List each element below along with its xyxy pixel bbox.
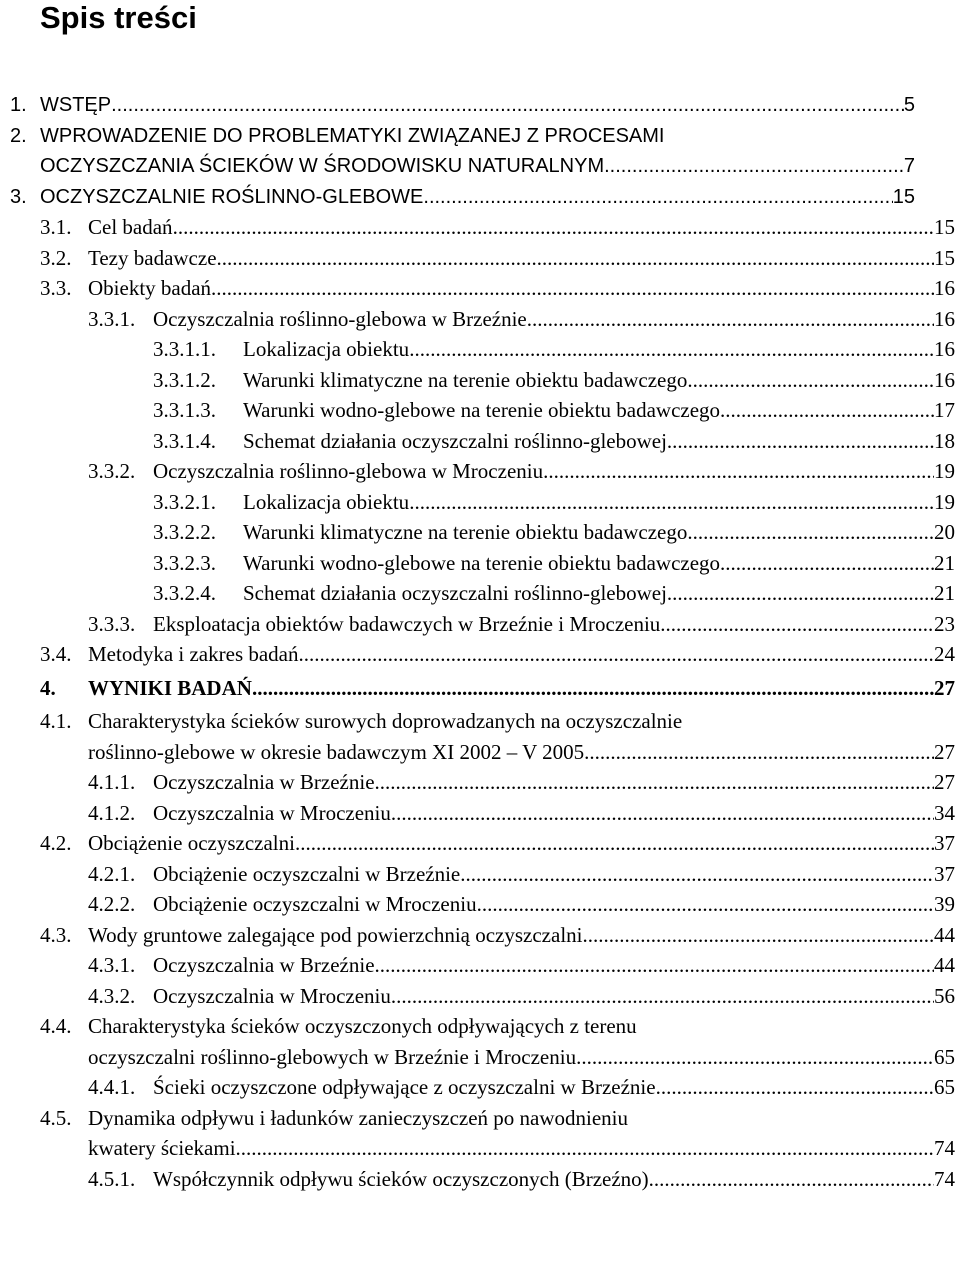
toc-entry[interactable] (0, 828, 960, 859)
toc-entry[interactable] (0, 1164, 960, 1195)
toc-entry-title: Obciążenie oczyszczalni (88, 831, 295, 855)
toc-entry-page-number: 27 (934, 675, 955, 700)
table-of-contents (0, 90, 960, 1194)
toc-entry-title: Oczyszczalnia roślinno-glebowa w Brzeźnie (153, 306, 527, 331)
toc-entry-title: WPROWADZENIE DO PROBLEMATYKI ZWIĄZANEJ Z PROCESAMI (40, 124, 665, 147)
toc-entry[interactable] (0, 273, 960, 304)
toc-entry[interactable] (0, 243, 960, 274)
dot-leader (252, 673, 934, 704)
toc-entry-page-number: 24 (934, 642, 955, 666)
dot-leader (649, 1164, 934, 1195)
dot-leader (217, 243, 934, 274)
toc-entry-number: 3.3.1. (88, 306, 136, 331)
toc-entry-title: OCZYSZCZANIA ŚCIEKÓW W ŚRODOWISKU NATURALNYM (40, 155, 605, 177)
toc-entry-title: kwatery ściekami (88, 1136, 236, 1160)
dot-leader (576, 1042, 934, 1073)
toc-entry-number: 3.3.2.3. (153, 550, 216, 575)
toc-entry-title: Warunki klimatyczne na terenie obiektu badawczego (243, 367, 688, 392)
toc-entry-number: 3. (10, 185, 27, 208)
toc-entry[interactable] (0, 673, 960, 704)
toc-entry-title: Warunki klimatyczne na terenie obiektu badawczego (243, 520, 688, 544)
toc-entry-number: 3.3.1.3. (153, 398, 216, 422)
toc-entry-title: Warunki wodno-glebowe na terenie obiektu badawczego (243, 398, 721, 422)
toc-entry[interactable] (0, 426, 960, 457)
toc-entry-page-number: 19 (934, 489, 955, 514)
toc-entry-page-number: 44 (934, 953, 955, 977)
toc-entry-number: 2. (10, 124, 27, 147)
toc-entry-title: roślinno-glebowe w okresie badawczym XI 2002 – V 2005 (88, 739, 585, 764)
toc-entry[interactable] (0, 920, 960, 951)
toc-entry-page-number: 16 (934, 306, 955, 331)
toc-entry-page-number: 27 (934, 770, 955, 794)
toc-entry-title: OCZYSZCZALNIE ROŚLINNO-GLEBOWE (40, 185, 424, 208)
toc-entry[interactable] (0, 889, 960, 920)
toc-entry[interactable] (0, 212, 960, 243)
toc-entry[interactable] (0, 737, 960, 768)
dot-leader (460, 859, 934, 890)
toc-entry-number: 4. (40, 675, 56, 700)
toc-entry-number: 3.4. (40, 642, 72, 666)
dot-leader (687, 517, 934, 548)
toc-entry-page-number: 16 (934, 276, 955, 300)
toc-entry-title: Tezy badawcze (88, 245, 217, 270)
toc-entry-title: Obiekty badań (88, 276, 212, 300)
toc-entry[interactable] (0, 304, 960, 335)
toc-entry-page-number: 16 (934, 367, 955, 392)
toc-entry-title: Ścieki oczyszczone odpływające z oczyszczalni w Brzeźnie (153, 1075, 656, 1099)
toc-entry-number: 3.3.1.4. (153, 428, 216, 453)
toc-entry-page-number: 37 (934, 831, 955, 855)
toc-entry-page-number: 39 (934, 892, 955, 916)
toc-entry-number: 4.5. (40, 1105, 72, 1130)
toc-entry[interactable] (0, 1133, 960, 1164)
toc-entry-number: 3.3.2.1. (153, 489, 216, 514)
dot-leader (720, 548, 934, 579)
toc-entry-title: Lokalizacja obiektu (243, 489, 410, 514)
toc-entry[interactable] (0, 121, 960, 152)
dot-leader (299, 639, 934, 670)
dot-leader (375, 767, 934, 798)
toc-entry-page-number: 37 (934, 861, 955, 886)
dot-leader (375, 950, 934, 981)
toc-entry-title: Oczyszczalnia roślinno-glebowa w Mroczeniu (153, 459, 544, 483)
toc-entry[interactable] (0, 395, 960, 426)
toc-entry-page-number: 21 (934, 581, 955, 605)
toc-entry[interactable] (0, 578, 960, 609)
toc-entry[interactable] (0, 334, 960, 365)
toc-entry-number: 4.4. (40, 1014, 72, 1038)
toc-entry-title: Metodyka i zakres badań (88, 642, 299, 666)
toc-entry-title: Charakterystyka ścieków surowych doprowadzanych na oczyszczalnie (88, 709, 683, 733)
toc-entry[interactable] (0, 1011, 960, 1042)
toc-entry[interactable] (0, 456, 960, 487)
dot-leader (173, 212, 934, 243)
toc-entry-page-number: 17 (934, 398, 955, 422)
page-title: Spis treści (40, 0, 197, 35)
toc-entry-page-number: 74 (934, 1136, 955, 1160)
toc-entry-page-number: 5 (903, 94, 915, 116)
dot-leader (111, 90, 904, 121)
toc-entry-title: Oczyszczalnia w Brzeźnie (153, 770, 375, 794)
toc-entry-number: 1. (10, 94, 27, 116)
toc-entry-page-number: 21 (934, 550, 955, 575)
toc-entry-title: Warunki wodno-glebowe na terenie obiektu badawczego (243, 550, 721, 575)
toc-entry-number: 3.3.1.2. (153, 367, 216, 392)
toc-entry-page-number: 16 (934, 337, 955, 361)
toc-entry-title: Oczyszczalnia w Mroczeniu (153, 800, 391, 825)
dot-leader (583, 920, 935, 951)
toc-entry[interactable] (0, 706, 960, 737)
toc-entry-page-number: 15 (934, 245, 955, 270)
toc-entry-title: Lokalizacja obiektu (243, 337, 410, 361)
toc-entry-number: 4.3.1. (88, 953, 136, 977)
toc-entry-page-number: 20 (934, 520, 955, 544)
toc-entry-title: Wody gruntowe zalegające pod powierzchnią oczyszczalni (88, 922, 583, 947)
toc-entry-page-number: 65 (934, 1044, 955, 1069)
dot-leader (477, 889, 934, 920)
toc-entry-page-number: 15 (892, 185, 915, 208)
toc-entry-number: 3.3.2.4. (153, 581, 216, 605)
toc-entry[interactable] (0, 798, 960, 829)
dot-leader (527, 304, 934, 335)
dot-leader (604, 151, 904, 182)
toc-entry[interactable] (0, 548, 960, 579)
dot-leader (720, 395, 934, 426)
dot-leader (295, 828, 934, 859)
toc-entry-number: 4.1.1. (88, 770, 136, 794)
toc-entry-number: 3.3.2.2. (153, 520, 216, 544)
toc-entry-title: Eksploatacja obiektów badawczych w Brzeźnie i Mroczeniu (153, 611, 661, 636)
toc-entry-page-number: 56 (934, 983, 955, 1008)
toc-entry[interactable] (0, 950, 960, 981)
toc-entry-number: 4.4.1. (88, 1075, 136, 1099)
toc-entry-title: Schemat działania oczyszczalni roślinno-glebowej (243, 581, 667, 605)
toc-entry-number: 4.1.2. (88, 800, 136, 825)
dot-leader (687, 365, 934, 396)
toc-entry-title: Schemat działania oczyszczalni roślinno-glebowej (243, 428, 667, 453)
toc-entry-title: Charakterystyka ścieków oczyszczonych odpływających z terenu (88, 1014, 637, 1038)
toc-entry[interactable] (0, 90, 960, 121)
toc-entry-number: 3.3. (40, 276, 72, 300)
dot-leader (543, 456, 934, 487)
toc-entry-title: Oczyszczalnia w Mroczeniu (153, 983, 391, 1008)
toc-entry-page-number: 65 (934, 1075, 955, 1099)
toc-entry-page-number: 23 (934, 611, 955, 636)
toc-entry-number: 4.5.1. (88, 1166, 136, 1191)
toc-entry[interactable] (0, 1042, 960, 1073)
toc-entry[interactable] (0, 981, 960, 1012)
toc-entry-number: 4.2.2. (88, 892, 136, 916)
dot-leader (236, 1133, 934, 1164)
dot-leader (211, 273, 934, 304)
toc-entry-number: 3.3.3. (88, 611, 136, 636)
toc-entry[interactable] (0, 609, 960, 640)
toc-entry-title: Dynamika odpływu i ładunków zanieczyszczeń po nawodnieniu (88, 1105, 629, 1130)
toc-entry-page-number: 19 (934, 459, 955, 483)
dot-leader (656, 1072, 934, 1103)
toc-entry-number: 4.3.2. (88, 983, 136, 1008)
toc-entry-page-number: 27 (934, 739, 955, 764)
toc-entry-title: Cel badań (88, 215, 173, 239)
toc-entry-page-number: 44 (934, 922, 955, 947)
toc-entry-page-number: 7 (903, 155, 915, 177)
toc-entry[interactable] (0, 365, 960, 396)
dot-leader (423, 182, 892, 213)
toc-entry-number: 4.3. (40, 922, 72, 947)
toc-entry-page-number: 74 (934, 1166, 955, 1191)
toc-entry-number: 4.2. (40, 831, 72, 855)
dot-leader (409, 334, 934, 365)
toc-entry[interactable] (0, 639, 960, 670)
dot-leader (667, 426, 934, 457)
dot-leader (391, 981, 934, 1012)
toc-entry-title: WYNIKI BADAŃ (88, 675, 252, 700)
dot-leader (660, 609, 934, 640)
toc-entry-number: 3.3.2. (88, 459, 136, 483)
toc-entry-number: 3.3.1.1. (153, 337, 216, 361)
toc-entry-number: 3.2. (40, 245, 72, 270)
toc-entry-number: 4.2.1. (88, 861, 136, 886)
toc-entry[interactable] (0, 767, 960, 798)
toc-entry[interactable] (0, 517, 960, 548)
toc-entry-page-number: 15 (934, 215, 955, 239)
toc-entry-title: WSTĘP (40, 94, 112, 116)
toc-entry[interactable] (0, 182, 960, 213)
toc-entry-title: Oczyszczalnia w Brzeźnie (153, 953, 375, 977)
toc-entry-number: 3.1. (40, 215, 72, 239)
toc-entry[interactable] (0, 151, 960, 182)
toc-entry-page-number: 34 (934, 800, 955, 825)
dot-leader (584, 737, 934, 768)
toc-entry-title: Współczynnik odpływu ścieków oczyszczonych (Brzeźno) (153, 1166, 649, 1191)
dot-leader (409, 487, 934, 518)
toc-entry[interactable] (0, 487, 960, 518)
toc-entry[interactable] (0, 859, 960, 890)
toc-entry-title: oczyszczalni roślinno-glebowych w Brzeźnie i Mroczeniu (88, 1044, 577, 1069)
toc-entry[interactable] (0, 1072, 960, 1103)
dot-leader (391, 798, 934, 829)
dot-leader (667, 578, 934, 609)
toc-entry-title: Obciążenie oczyszczalni w Brzeźnie (153, 861, 461, 886)
toc-entry-number: 4.1. (40, 709, 72, 733)
toc-entry-page-number: 18 (934, 428, 955, 453)
toc-entry-title: Obciążenie oczyszczalni w Mroczeniu (153, 892, 477, 916)
toc-entry[interactable] (0, 1103, 960, 1134)
